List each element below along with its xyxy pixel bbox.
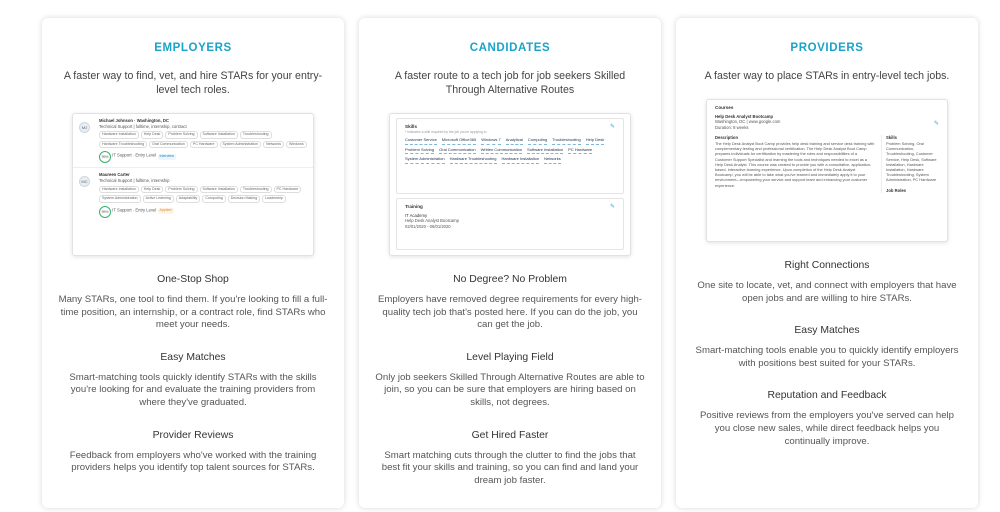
skill-pill: Hardware Installation xyxy=(99,186,139,194)
skill-chip: Hardware Troubleshooting xyxy=(450,156,497,164)
description-heading: Description xyxy=(715,135,739,141)
skills-panel xyxy=(396,118,624,194)
skill-pill: Software Installation xyxy=(200,131,238,139)
candidate-name: Michael Johnson · Washington, DC xyxy=(99,118,169,123)
candidate-row xyxy=(73,114,313,168)
skill-pill: Software Installation xyxy=(200,186,238,194)
skill-chip: PC Hardware xyxy=(568,147,592,155)
skill-pill: Computing xyxy=(202,195,225,203)
skill-chip: System Administration xyxy=(405,156,445,164)
employers-card xyxy=(42,18,344,508)
program-name: Help Desk Analyst Bootcamp xyxy=(405,218,459,224)
feature-text: One site to locate, vet, and connect with employers that have open jobs and are willing to hire STARs. xyxy=(697,280,957,304)
academy-name: IT Academy xyxy=(405,212,428,218)
skill-chip: Computing xyxy=(528,137,547,145)
feature-text: Feedback from employers who've worked with the training providers helps you identify top talent sources for STARs. xyxy=(69,449,317,474)
skills-heading: Skills xyxy=(405,124,418,129)
skill-pills xyxy=(99,186,307,203)
skill-pill: PC Hardware xyxy=(274,186,302,194)
skill-chip: Networks xyxy=(544,156,561,164)
edit-pencil-icon: ✎ xyxy=(609,204,615,210)
training-dates: 02/01/2020 - 06/01/2020 xyxy=(405,223,451,229)
skill-pill: Networks xyxy=(263,141,284,149)
candidate-name: Maureen Carter xyxy=(99,172,130,178)
feature-title: Get Hired Faster xyxy=(471,429,549,441)
employers-title: EMPLOYERS xyxy=(154,42,232,54)
skill-chip: Customer Service xyxy=(405,137,437,145)
feature-text: Smart matching cuts through the clutter to find the jobs that best fit your skills and training, so you can find and land your dream job faster. xyxy=(381,449,639,486)
candidates-tagline: A faster route to a tech job for job seekers Skilled Through Alternative Routes xyxy=(394,70,626,96)
course-skills: Problem Solving, Oral Communication, Troubleshooting, Customer Service, Help Desk, Software Installation, Hardware Installation, Hardware Troubleshooting, System Administration, PC Hardware xyxy=(886,140,937,183)
candidates-preview xyxy=(389,113,631,256)
skill-pill: Leadership xyxy=(262,195,286,203)
feature-text: Employers have removed degree requirements for every high-quality tech job that's posted here. If you can do the job, you can get the job. xyxy=(378,294,642,331)
skill-pill: Windows xyxy=(286,141,307,149)
match-score: 99% xyxy=(99,151,111,163)
job-roles-heading: Job Roles xyxy=(886,187,907,193)
avatar: MJ xyxy=(79,122,90,133)
training-heading: Training xyxy=(405,204,423,209)
skill-pill: System Administration xyxy=(220,141,262,149)
candidate-row xyxy=(73,168,313,221)
employers-preview xyxy=(72,113,314,256)
employers-tagline: A faster way to find, vet, and hire STARs for your entry-level tech roles. xyxy=(63,70,323,96)
skill-pill: Troubleshooting xyxy=(240,186,272,194)
course-name: Help Desk Analyst Bootcamp xyxy=(715,113,774,119)
providers-tagline: A faster way to place STARs in entry-level tech jobs. xyxy=(704,70,950,82)
skill-chip: Analytical xyxy=(506,137,523,145)
skill-pill: Help Desk xyxy=(141,186,164,194)
feature-title: Reputation and Feedback xyxy=(767,390,887,402)
candidates-card xyxy=(359,18,661,508)
skills-heading: Skills xyxy=(886,135,897,141)
feature-text: Only job seekers Skilled Through Alternative Routes are able to join, so you can be sure that employers are hiring based on skills, not degrees. xyxy=(375,371,645,408)
training-panel xyxy=(396,198,624,250)
feature-text: Positive reviews from the employers you've served can help you close new sales, while direct feedback helps you continually improve. xyxy=(699,410,955,447)
skill-pill: PC Hardware xyxy=(190,141,218,149)
providers-card xyxy=(676,18,978,508)
skill-pill: Adaptability xyxy=(176,195,201,203)
skill-chip: Hardware Installation xyxy=(502,156,540,164)
feature-title: Provider Reviews xyxy=(152,429,234,441)
skill-chip: Help Desk xyxy=(586,137,604,145)
skill-pill: Hardware Troubleshooting xyxy=(99,141,147,149)
feature-title: One-Stop Shop xyxy=(157,274,229,285)
avatar: MC xyxy=(79,176,90,187)
feature-text: Many STARs, one tool to find them. If you're looking to fill a full-time position, an internship, or a contract role, find STARs who meet your needs. xyxy=(58,294,328,331)
providers-title: PROVIDERS xyxy=(790,42,864,54)
edit-pencil-icon: ✎ xyxy=(933,121,939,127)
skill-pills xyxy=(99,131,307,148)
feature-title: Level Playing Field xyxy=(466,351,554,363)
status-badge: Interview xyxy=(159,153,174,158)
feature-title: No Degree? No Problem xyxy=(453,274,567,285)
edit-pencil-icon: ✎ xyxy=(609,124,615,130)
role-label: IT Support · Entry Level xyxy=(112,207,157,213)
skill-pill: Help Desk xyxy=(141,131,164,139)
courses-heading: Courses xyxy=(715,105,734,110)
skill-chip: Oral Communication xyxy=(439,147,475,155)
skill-chips xyxy=(405,137,615,164)
skill-pill: Troubleshooting xyxy=(240,131,272,139)
skill-pill: Active Listening xyxy=(143,195,174,203)
status-badge: Applied xyxy=(159,208,172,213)
feature-title: Right Connections xyxy=(784,260,870,271)
skill-chip: Windows 7 xyxy=(481,137,501,145)
feature-title: Easy Matches xyxy=(794,325,860,337)
course-duration: Duration: 8 weeks xyxy=(715,124,749,130)
providers-features xyxy=(676,260,978,448)
course-description: The Help Desk Analyst Boot Camp provides help desk training and service desk training with complementary testing and professional certification. The Help Desk Analyst Boot Camp prepares individuals for certification by mastering the roles and responsibilities of a Customer Support Specialist and learning the tools and techniques needed to excel as a Help Desk Analyst. This course was created to provide you with a consultative, application-based, interactive learning experience. Upon completion of the Help Desk Analyst Bootcamp, you will be able to take what you've learned and immediately apply it to your environment—empowering your service and support team and enhancing your customer experience. xyxy=(715,140,875,188)
feature-text: Smart-matching tools quickly identify STARs with the skills you're looking for and evaluate the training providers from where they've graduated. xyxy=(69,371,317,408)
candidates-title: CANDIDATES xyxy=(469,42,551,54)
role-label: IT Support · Entry Level xyxy=(112,152,157,158)
skill-chip: Troubleshooting xyxy=(552,137,581,145)
skill-pill: Problem Solving xyxy=(165,186,197,194)
skill-pill: System Administration xyxy=(99,195,141,203)
candidates-features xyxy=(359,274,661,487)
providers-preview xyxy=(706,99,948,242)
match-score: 99% xyxy=(99,206,111,218)
feature-text: Smart-matching tools enable you to quickly identify employers with positions best suited for your STARs. xyxy=(695,345,959,369)
employers-features xyxy=(42,274,344,475)
feature-title: Easy Matches xyxy=(160,351,226,363)
skill-pill: Oral Communication xyxy=(149,141,188,149)
course-location: Washington, DC | www.google.com xyxy=(715,119,781,125)
skills-hint: * indicates a skill required by the job you're applying to xyxy=(405,129,487,134)
candidate-sub: Technical Support | fulltime, internship xyxy=(99,177,170,183)
candidate-sub: Technical Support | fulltime, internship, contract xyxy=(99,123,187,129)
skill-chip: Problem Solving xyxy=(405,147,434,155)
skill-chip: Software Installation xyxy=(527,147,563,155)
skill-pill: Problem Solving xyxy=(165,131,197,139)
skill-pill: Decision Making xyxy=(228,195,260,203)
skill-chip: Microsoft Office365 xyxy=(442,137,476,145)
skill-pill: Hardware Installation xyxy=(99,131,139,139)
skill-chip: Written Communication xyxy=(481,147,523,155)
